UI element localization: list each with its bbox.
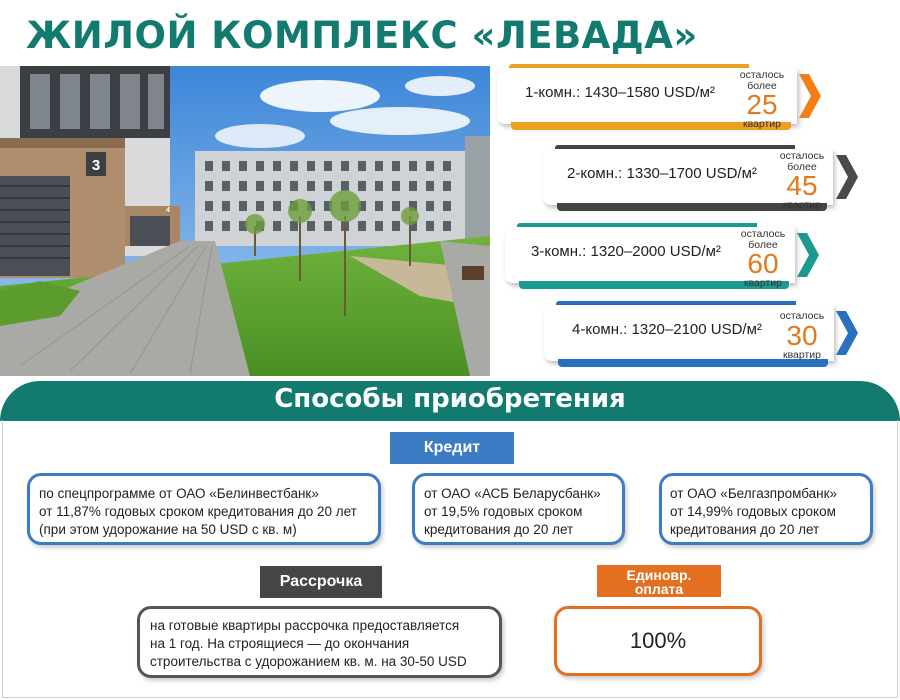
onetime-payment-box — [554, 606, 762, 676]
chevron-right-icon — [799, 74, 821, 118]
complex-photo — [0, 66, 490, 376]
credit-option-belarusbank: от ОАО «АСБ Беларусбанк» от 19,5% годовых сроком кредитования до 20 лет — [412, 473, 625, 545]
apartments-left: осталось более 60 квартир — [731, 229, 795, 289]
onetime-payment-value: 100% — [629, 628, 687, 653]
chevron-right-icon — [836, 155, 858, 199]
offer-2-room — [543, 145, 868, 211]
page-title: ЖИЛОЙ КОМПЛЕКС «ЛЕВАДА» — [26, 14, 698, 57]
credit-option-belgazprombank: от ОАО «Белгазпромбанк» от 14,99% годовых сроком кредитования до 20 лет — [659, 473, 873, 545]
offer-price: 2-комн.: 1330–1700 USD/м² — [567, 165, 757, 182]
apartments-left: осталось более 25 квартир — [730, 70, 794, 130]
chevron-right-icon — [836, 311, 858, 355]
offer-4-room — [544, 301, 864, 367]
chevron-right-icon — [797, 233, 819, 277]
apartments-left-count: 30 — [786, 319, 818, 351]
credit-label: Кредит — [390, 432, 514, 464]
credit-option-belinvestbank: по спецпрограмме от ОАО «Белинвестбанк» от 11,87% годовых сроком кредитования до 20 лет (при этом удорожание на 50 USD с кв. м) — [27, 473, 381, 545]
offer-1-room — [497, 64, 827, 130]
apartments-left: осталось 30 квартир — [770, 311, 834, 360]
building-number-2: 4 — [166, 207, 170, 214]
building-number: 3 — [91, 157, 101, 174]
offer-3-room — [505, 223, 830, 289]
installment-label: Рассрочка — [260, 566, 382, 598]
onetime-payment-label: Единовр. оплата — [597, 565, 721, 597]
apartments-left-count: 25 — [746, 89, 778, 120]
offer-price: 3-комн.: 1320–2000 USD/м² — [531, 243, 721, 260]
apartments-left-count: 60 — [747, 248, 779, 279]
apartments-left-count: 45 — [786, 170, 818, 201]
purchase-section-title: Способы приобретения — [274, 384, 626, 414]
apartments-left: осталось более 45 квартир — [770, 151, 834, 211]
offer-price: 4-комн.: 1320–2100 USD/м² — [572, 321, 762, 338]
installment-box: на готовые квартиры рассрочка предоставляется на 1 год. На строящиеся — до окончания строительства с удорожанием кв. м. на 30-50 USD — [137, 606, 502, 678]
offer-price: 1-комн.: 1430–1580 USD/м² — [525, 84, 715, 101]
